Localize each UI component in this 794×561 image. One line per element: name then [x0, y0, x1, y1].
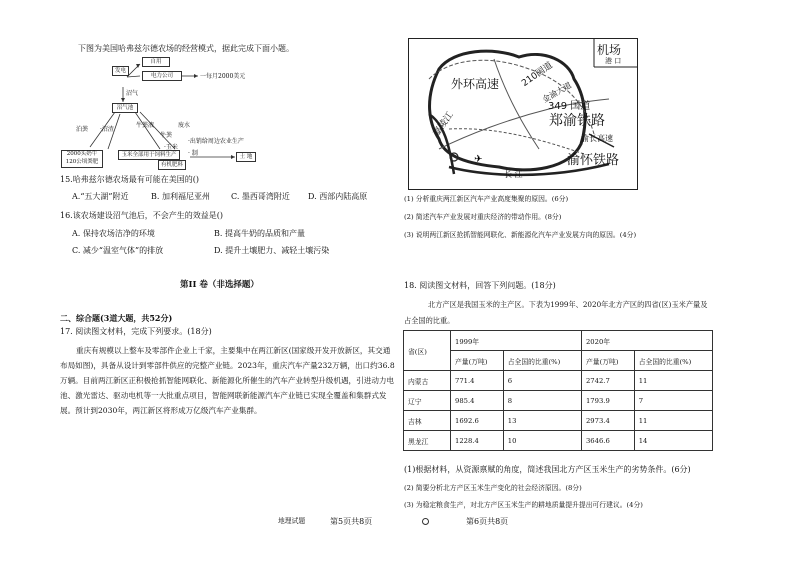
cell-output-1999: 771.4	[451, 371, 504, 391]
cell-share-1999: 10	[503, 431, 581, 451]
label-feishui: 废水	[178, 122, 191, 129]
cell-output-2020: 3646.6	[581, 431, 634, 451]
label-niufenye: 牛粪液	[136, 122, 155, 129]
box-feiliao: 有机肥料	[158, 160, 186, 170]
q17-paragraph: 重庆有规模以上整车及零部件企业上千家，主要集中在两江新区(国家级开发开放新区，其交通布局如图)，具备从设计到零部件供应的完整产业链。2023年，重庆汽车产量232万辆，出口约36.8万辆。目前两江新区正积极抢抓智能网联化、新能源化所催生的汽车产业转型升级机遇，引进动力电池、激光雷达、驱动电机等一大批重点项目，智能网联新能源汽车产业链已实现全覆盖和集群式发展。预计到2030年，两江新区将形成万亿级汽车产业集群。	[60, 346, 395, 415]
cell-share-2020: 11	[634, 411, 712, 431]
q18-sub3: (3) 为稳定粮食生产，对北方产区玉米生产的耕地质量提升提出可行建议。(4分)	[404, 501, 643, 509]
map-label-yuchang: 渝长高速	[581, 134, 613, 143]
q16-option-b: B. 提高牛奶的品质和产量	[214, 229, 305, 238]
q17-heading: 17. 阅读图文材料，完成下列要求。(18分)	[60, 327, 212, 336]
label-niufen: 牛粪	[160, 132, 173, 139]
cell-output-2020: 2742.7	[581, 371, 634, 391]
binding-hole-icon	[422, 518, 429, 525]
label-chuli: ·出销给周边农业生产	[188, 138, 244, 145]
q18-intro-line2: 占全国的比重。	[404, 316, 455, 325]
cell-share-2020: 7	[634, 391, 712, 411]
cell-share-1999: 8	[503, 391, 581, 411]
label-zhi: · 制	[188, 150, 198, 157]
section-title: 第II 卷（非选择题）	[180, 280, 259, 290]
q18-sub2: (2) 简要分析北方产区玉米生产变化的社会经济原因。(8分)	[404, 484, 582, 492]
q15-option-a: A.“五大湖”附近	[72, 192, 129, 201]
q16-option-c: C. 减少“温室气体”的排放	[72, 246, 164, 255]
chongqing-map	[408, 38, 638, 190]
th-1999: 1999年	[451, 331, 582, 351]
cell-province: 吉林	[404, 411, 451, 431]
cell-output-2020: 2973.4	[581, 411, 634, 431]
svg-text:✈: ✈	[474, 154, 483, 165]
q18-intro-line1: 北方产区是我国玉米的主产区。下表为1999年、2020年北方产区的四省(区)玉米产量及	[428, 300, 708, 309]
label-zhaoqi: 沼气	[126, 90, 139, 97]
map-label-airport: 机场	[597, 43, 622, 57]
q16-option-a: A. 保持农场洁净的环境	[72, 229, 155, 238]
map-label-port: 港 口	[605, 57, 622, 65]
q17-sub1: (1) 分析重庆两江新区汽车产业高度集聚的原因。(6分)	[404, 195, 569, 203]
map-label-zhengyu: 郑渝铁路	[549, 113, 605, 129]
part2-heading: 二、综合题(3道大题，共52分)	[60, 313, 173, 323]
th-province: 省(区)	[404, 331, 451, 371]
box-niuliao: 玉米全部用于饲料生产	[118, 150, 180, 160]
cell-province: 黑龙江	[404, 431, 451, 451]
q18-heading: 18. 阅读图文材料，回答下列问题。(18分)	[404, 281, 556, 290]
intro-text: 下图为美国哈弗兹尔德农场的经营模式，据此完成下面小题。	[78, 44, 294, 53]
cell-share-1999: 6	[503, 371, 581, 391]
box-fadian: 发电	[112, 66, 129, 76]
table-row	[404, 411, 713, 431]
q16-option-d: D. 提升土壤肥力、减轻土壤污染	[214, 246, 330, 255]
box-dianli: 电力公司	[142, 71, 182, 81]
q17-sub3: (3) 说明两江新区抢抓智能网联化、新能源化汽车产业发展方向的原因。(4分)	[404, 231, 637, 239]
th-2020: 2020年	[581, 331, 712, 351]
th-output-2020: 产量(万吨)	[581, 351, 634, 371]
th-share-1999: 占全国的比重(%)	[503, 351, 581, 371]
q15: 15.哈弗兹尔德农场最有可能在美国的()	[60, 175, 199, 184]
table-row	[404, 391, 713, 411]
cell-province: 内蒙古	[404, 371, 451, 391]
th-output-1999: 产量(万吨)	[451, 351, 504, 371]
map-label-jialing: 嘉陵江	[431, 110, 456, 139]
cell-output-1999: 1228.4	[451, 431, 504, 451]
th-share-2020: 占全国的比重(%)	[634, 351, 712, 371]
box-zhaoqichi: 沼气池	[112, 103, 138, 113]
q15-option-c: C. 墨西哥湾附近	[231, 192, 290, 201]
map-label-g349: 349 国道	[548, 101, 591, 112]
label-zhaozha: ·沼渣	[100, 126, 114, 133]
cell-output-2020: 1793.9	[581, 391, 634, 411]
footer-subject: 地理试题	[278, 517, 306, 525]
table-row	[404, 431, 713, 451]
q15-option-b: B. 加利福尼亚州	[151, 192, 210, 201]
label-chifen: 泊粪	[76, 126, 89, 133]
map-label-ring: 外环高速	[451, 77, 500, 91]
map-label-yuhuai: 渝怀铁路	[567, 153, 620, 168]
cell-province: 辽宁	[404, 391, 451, 411]
label-yumi: ·玉米	[164, 144, 178, 151]
footer-page5: 第5页共8页	[330, 517, 373, 526]
map-label-jinyu: 金渝大道	[540, 80, 574, 105]
map-label-g210: 210国道	[520, 60, 555, 89]
cell-share-2020: 14	[634, 431, 712, 451]
q15-option-d: D. 西部内陆高原	[308, 192, 368, 201]
label-shoumai: 一每月2000美元	[200, 73, 246, 80]
footer-page6: 第6页共8页	[466, 517, 509, 526]
cell-share-2020: 11	[634, 371, 712, 391]
corn-yield-table	[403, 330, 713, 451]
q17-sub2: (2) 简述汽车产业发展对重庆经济的带动作用。(8分)	[404, 213, 562, 221]
map-label-changjiang: 长 江	[504, 170, 523, 179]
q18-sub1: (1)根据材料，从资源禀赋的角度，简述我国北方产区玉米生产的劣势条件。(6分)	[404, 465, 691, 474]
box-yongdian: 自用	[142, 57, 170, 67]
farm-diagram	[60, 52, 290, 172]
cell-output-1999: 1692.6	[451, 411, 504, 431]
q16: 16.该农场建设沼气池后，不会产生的效益是()	[60, 211, 223, 220]
cell-share-1999: 13	[503, 411, 581, 431]
cell-output-1999: 985.4	[451, 391, 504, 411]
table-row	[404, 371, 713, 391]
box-niu: 2000头奶牛 120公顷粪肥	[61, 150, 103, 168]
box-tudi: 土 地	[236, 152, 256, 162]
